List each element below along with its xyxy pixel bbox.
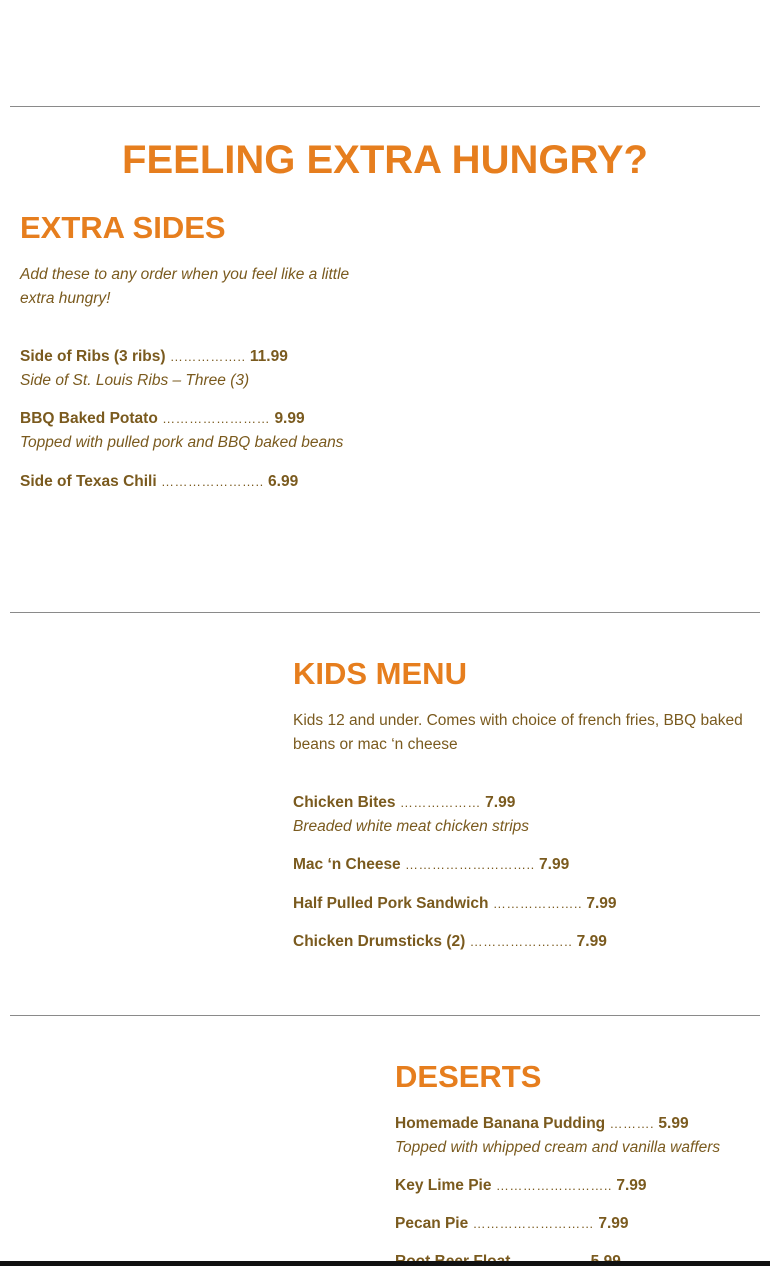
deserts-section bbox=[395, 1057, 765, 1232]
item-dots: …………………….. bbox=[495, 1178, 613, 1193]
menu-item bbox=[20, 407, 343, 455]
item-dots: ……………………… bbox=[472, 1216, 595, 1231]
item-description: Side of St. Louis Ribs – Three (3) bbox=[20, 372, 250, 389]
item-price: 7.99 bbox=[586, 895, 617, 912]
item-price: 7.99 bbox=[616, 1177, 647, 1194]
item-name: BBQ Baked Potato bbox=[20, 410, 158, 427]
extra-sides-intro: Add these to any order when you feel like a little extra hungry! bbox=[20, 266, 350, 307]
extra-sides-section bbox=[20, 208, 380, 490]
item-dots: ………. bbox=[609, 1116, 655, 1131]
item-name: Mac ‘n Cheese bbox=[293, 856, 401, 873]
deserts-heading: DESERTS bbox=[395, 1059, 542, 1094]
item-name: Chicken Bites bbox=[293, 794, 396, 811]
item-price: 7.99 bbox=[485, 794, 516, 811]
item-dots: …………….. bbox=[169, 349, 246, 364]
item-name: Chicken Drumsticks (2) bbox=[293, 933, 466, 950]
item-name: Key Lime Pie bbox=[395, 1177, 492, 1194]
item-name: Half Pulled Pork Sandwich bbox=[293, 895, 489, 912]
item-price: 7.99 bbox=[539, 856, 570, 873]
item-price: 7.99 bbox=[598, 1215, 629, 1232]
menu-item bbox=[20, 470, 298, 494]
item-dots: ……………….. bbox=[492, 896, 583, 911]
item-price: 9.99 bbox=[274, 410, 305, 427]
item-name: Homemade Banana Pudding bbox=[395, 1115, 606, 1132]
item-price: 6.99 bbox=[268, 473, 299, 490]
menu-item bbox=[395, 1212, 629, 1236]
item-price: 7.99 bbox=[576, 933, 607, 950]
menu-item bbox=[293, 930, 607, 954]
menu-item bbox=[395, 1174, 647, 1198]
item-description: Topped with pulled pork and BBQ baked beans bbox=[20, 434, 344, 451]
item-dots: ………………….. bbox=[469, 934, 573, 949]
menu-item bbox=[20, 345, 288, 393]
item-dots: ……………………….. bbox=[405, 857, 535, 872]
item-name: Side of Texas Chili bbox=[20, 473, 157, 490]
item-name: Pecan Pie bbox=[395, 1215, 469, 1232]
item-dots: …………………… bbox=[162, 411, 271, 426]
item-dots: ……………… bbox=[399, 795, 481, 810]
item-name: Side of Ribs (3 ribs) bbox=[20, 348, 166, 365]
page-title: FEELING EXTRA HUNGRY? bbox=[122, 138, 648, 182]
viewport-bottom-edge bbox=[0, 1261, 770, 1266]
menu-item bbox=[395, 1112, 720, 1160]
menu-item bbox=[293, 892, 617, 916]
kids-menu-intro: Kids 12 and under. Comes with choice of french fries, BBQ baked beans or mac ‘n cheese bbox=[293, 712, 743, 753]
item-dots: ………………….. bbox=[160, 474, 264, 489]
kids-menu-section bbox=[293, 654, 758, 950]
item-price: 11.99 bbox=[249, 348, 288, 365]
divider-bottom bbox=[10, 1015, 760, 1016]
menu-item bbox=[293, 791, 529, 839]
menu-item bbox=[293, 853, 569, 877]
extra-sides-heading: EXTRA SIDES bbox=[20, 210, 226, 245]
item-price: 5.99 bbox=[658, 1115, 689, 1132]
kids-menu-heading: KIDS MENU bbox=[293, 656, 467, 691]
divider-top bbox=[10, 106, 760, 107]
item-description: Topped with whipped cream and vanilla waffers bbox=[395, 1139, 721, 1156]
divider-middle bbox=[10, 612, 760, 613]
item-description: Breaded white meat chicken strips bbox=[293, 818, 530, 835]
